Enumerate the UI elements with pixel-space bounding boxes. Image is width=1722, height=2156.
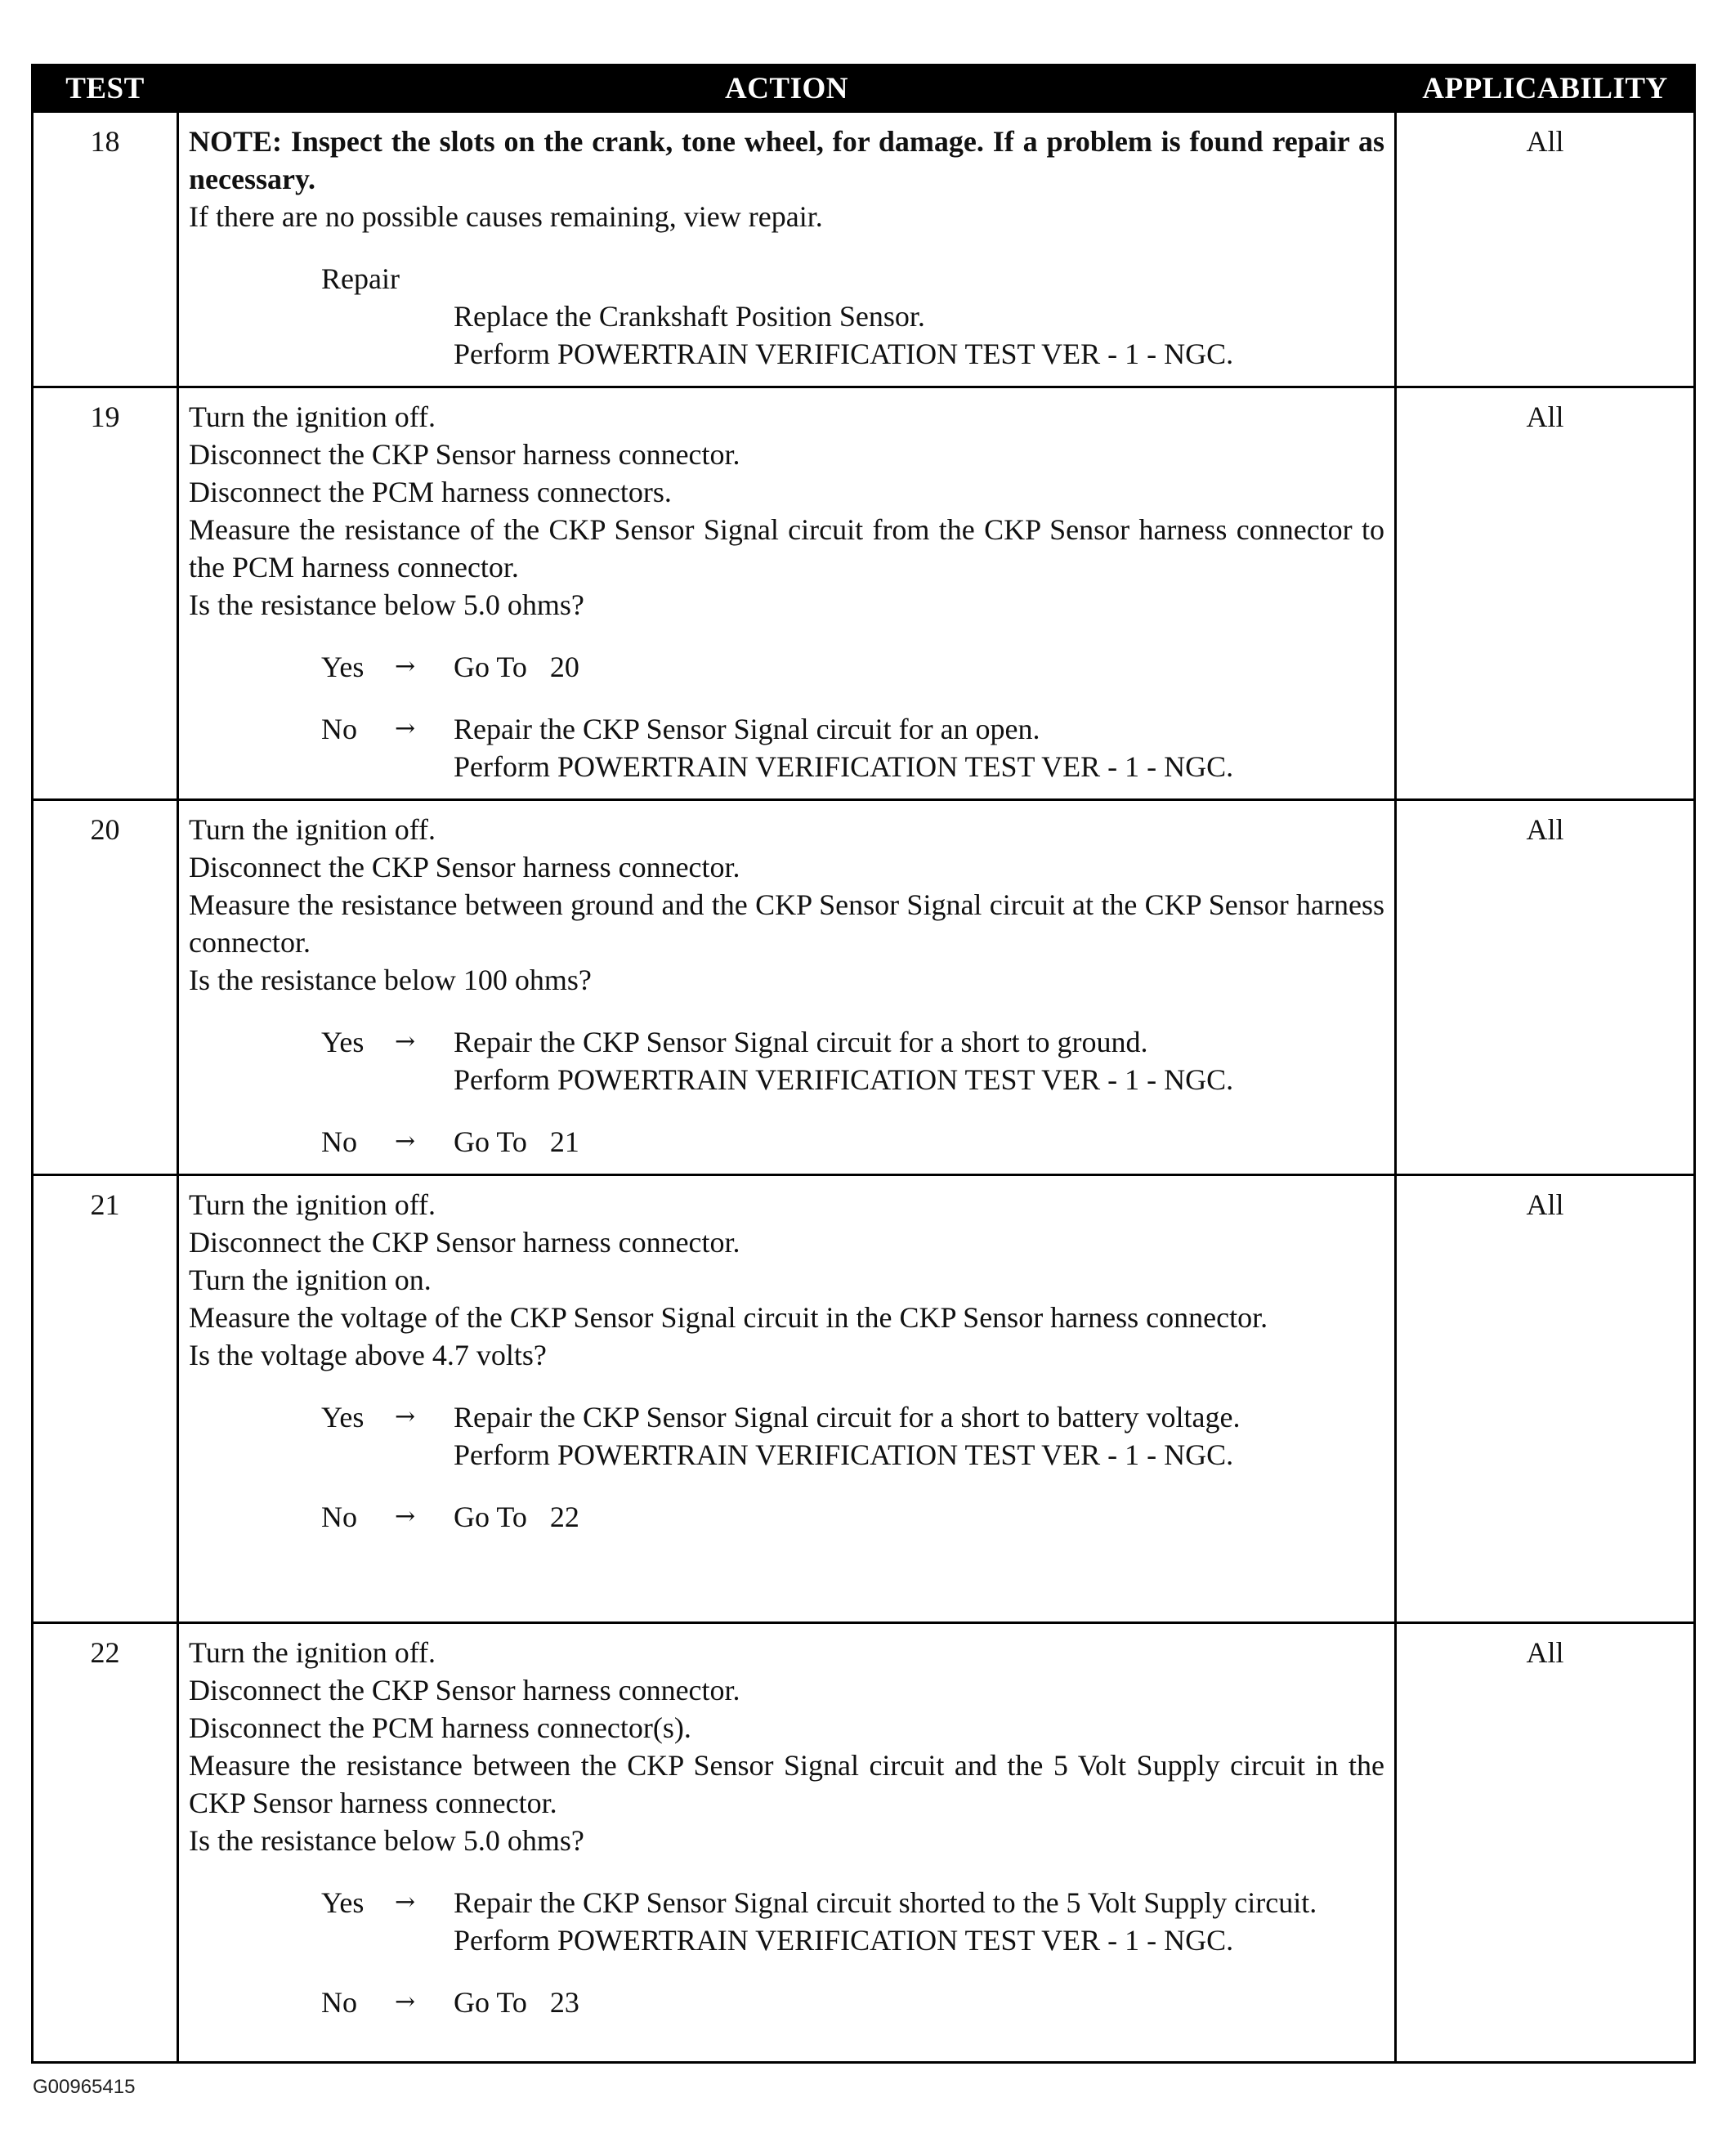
table-row (33, 1623, 1695, 2063)
action-line: Disconnect the PCM harness connector(s). (189, 1711, 691, 1744)
action-line: Turn the ignition on. (189, 1264, 432, 1296)
branch-text: Perform POWERTRAIN VERIFICATION TEST VER - 1 - NGC. (454, 1924, 1234, 1957)
branch-text: Perform POWERTRAIN VERIFICATION TEST VER - 1 - NGC. (454, 1063, 1234, 1096)
action-line: Disconnect the PCM harness connectors. (189, 476, 672, 508)
test-number: 20 (33, 800, 178, 1175)
header-applicability: APPLICABILITY (1396, 65, 1695, 112)
applicability-value: All (1396, 800, 1695, 1175)
no-branch (189, 1984, 1384, 2021)
test-number: 21 (33, 1175, 178, 1623)
no-branch (189, 1498, 1384, 1536)
action-line: Is the resistance below 5.0 ohms? (189, 588, 584, 621)
no-label: No (321, 1125, 357, 1158)
note-text: NOTE: Inspect the slots on the crank, tone wheel, for damage. If a problem is found repair as necessary. (189, 125, 1384, 195)
arrow-right-icon: → (395, 1502, 416, 1531)
action-line: Disconnect the CKP Sensor harness connector. (189, 1674, 740, 1706)
yes-branch (189, 1398, 1384, 1474)
action-line: Disconnect the CKP Sensor harness connector. (189, 438, 740, 471)
test-number: 22 (33, 1623, 178, 2063)
action-line: Is the voltage above 4.7 volts? (189, 1339, 547, 1371)
action-line: Measure the resistance between ground and the CKP Sensor Signal circuit at the CKP Sensor harness connector. (189, 888, 1384, 959)
repair-step: Perform POWERTRAIN VERIFICATION TEST VER - 1 - NGC. (454, 338, 1234, 370)
arrow-right-icon: → (395, 1127, 416, 1156)
header-test: TEST (33, 65, 178, 112)
branch-text: Repair the CKP Sensor Signal circuit for an open. (454, 713, 1040, 745)
repair-label: Repair (321, 262, 400, 295)
arrow-right-icon: → (395, 714, 416, 743)
goto-link[interactable]: 20 (549, 651, 579, 683)
table-row (33, 1175, 1695, 1623)
no-label: No (321, 713, 357, 745)
action-line: Is the resistance below 5.0 ohms? (189, 1824, 584, 1857)
applicability-value: All (1396, 112, 1695, 387)
table-row (33, 800, 1695, 1175)
action-cell (178, 800, 1396, 1175)
yes-label: Yes (321, 1026, 365, 1058)
yes-label: Yes (321, 651, 365, 683)
repair-step: Replace the Crankshaft Position Sensor. (454, 300, 925, 333)
goto-link[interactable]: 21 (549, 1125, 579, 1158)
test-number: 19 (33, 387, 178, 800)
header-action: ACTION (178, 65, 1396, 112)
action-line: Measure the voltage of the CKP Sensor Signal circuit in the CKP Sensor harness connector. (189, 1301, 1268, 1334)
arrow-right-icon: → (395, 1888, 416, 1917)
action-line: Measure the resistance between the CKP Sensor Signal circuit and the 5 Volt Supply circuit in the CKP Sensor harness connector. (189, 1749, 1384, 1819)
goto-text: Go To (454, 651, 527, 683)
goto-text: Go To (454, 1986, 527, 2019)
branch-text: Repair the CKP Sensor Signal circuit for a short to ground. (454, 1026, 1148, 1058)
action-cell (178, 1623, 1396, 2063)
applicability-value: All (1396, 1175, 1695, 1623)
diagnostic-test-table (31, 64, 1696, 2064)
table-row (33, 112, 1695, 387)
table-row (33, 387, 1695, 800)
goto-link[interactable]: 23 (549, 1986, 579, 2019)
action-cell (178, 112, 1396, 387)
branch-text: Perform POWERTRAIN VERIFICATION TEST VER - 1 - NGC. (454, 750, 1234, 783)
arrow-right-icon: → (395, 1027, 416, 1056)
action-line: Turn the ignition off. (189, 1188, 436, 1221)
yes-branch (189, 1884, 1384, 1959)
goto-text: Go To (454, 1501, 527, 1533)
no-branch (189, 710, 1384, 785)
action-line: Disconnect the CKP Sensor harness connector. (189, 851, 740, 883)
yes-label: Yes (321, 1886, 365, 1919)
table-header-row (33, 65, 1695, 112)
branch-text: Repair the CKP Sensor Signal circuit shorted to the 5 Volt Supply circuit. (454, 1886, 1317, 1919)
branch-text: Repair the CKP Sensor Signal circuit for a short to battery voltage. (454, 1401, 1241, 1434)
arrow-right-icon: → (395, 1402, 416, 1431)
action-cell (178, 387, 1396, 800)
figure-id: G00965415 (33, 2076, 136, 2098)
yes-label: Yes (321, 1401, 365, 1434)
no-branch (189, 1123, 1384, 1161)
branch-text: Perform POWERTRAIN VERIFICATION TEST VER - 1 - NGC. (454, 1438, 1234, 1471)
applicability-value: All (1396, 1623, 1695, 2063)
test-number: 18 (33, 112, 178, 387)
action-line: Is the resistance below 100 ohms? (189, 964, 592, 996)
goto-text: Go To (454, 1125, 527, 1158)
action-cell (178, 1175, 1396, 1623)
yes-branch (189, 1023, 1384, 1098)
no-label: No (321, 1501, 357, 1533)
no-label: No (321, 1986, 357, 2019)
arrow-right-icon: → (395, 1988, 416, 2016)
action-line: Turn the ignition off. (189, 1636, 436, 1669)
action-line: Turn the ignition off. (189, 400, 436, 433)
arrow-right-icon: → (395, 652, 416, 681)
action-line: Turn the ignition off. (189, 813, 436, 846)
action-line: Disconnect the CKP Sensor harness connector. (189, 1226, 740, 1259)
yes-branch (189, 648, 1384, 686)
goto-link[interactable]: 22 (549, 1501, 579, 1533)
action-line: If there are no possible causes remaining, view repair. (189, 200, 823, 233)
applicability-value: All (1396, 387, 1695, 800)
action-line: Measure the resistance of the CKP Sensor Signal circuit from the CKP Sensor harness connector to the PCM harness connector. (189, 513, 1384, 584)
